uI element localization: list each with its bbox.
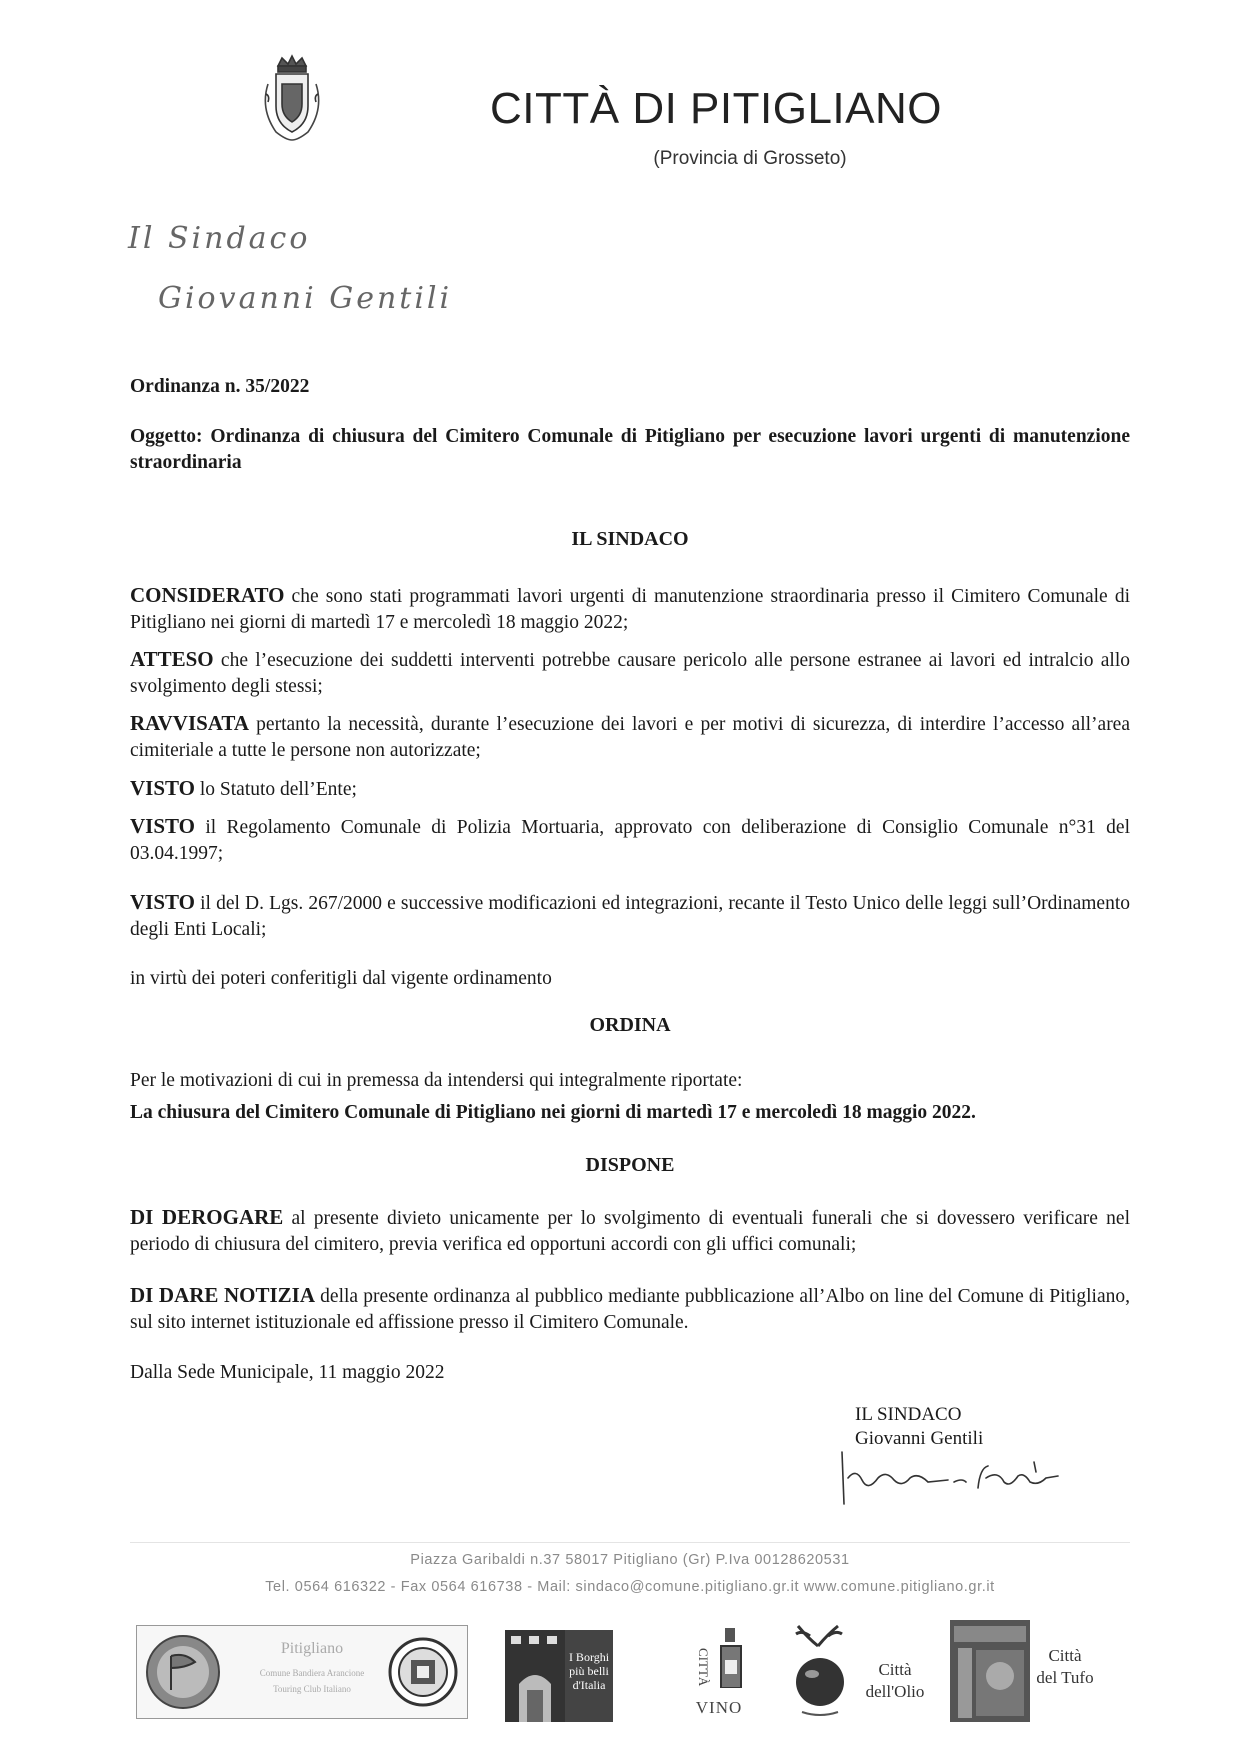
paragraph-lead: VISTO xyxy=(130,776,195,800)
orders-intro: Per le motivazioni di cui in premessa da intendersi qui integralmente riportate: xyxy=(130,1070,743,1091)
logo-citta-vino xyxy=(683,1624,755,1726)
provision-notizia xyxy=(130,1282,1130,1336)
wine-bottle-icon xyxy=(713,1628,749,1688)
paragraph-visto-regolamento xyxy=(130,813,1130,867)
orders-closure: La chiusura del Cimitero Comunale di Pitigliano nei giorni di martedì 17 e mercoledì 18 maggio 2022. xyxy=(130,1102,976,1123)
vino-label: VINO xyxy=(695,1698,743,1717)
paragraph-atteso xyxy=(130,646,1130,700)
provision-text: al presente divieto unicamente per lo svolgimento di eventuali funerali che si dovessero verificare nel periodo di chiusura del cimitero, previa verifica ed opportuni accordi con gli uffici comunali; xyxy=(130,1208,1130,1255)
provision-derogare xyxy=(130,1204,1130,1258)
signature-title: IL SINDACO xyxy=(855,1404,962,1425)
paragraph-considerato xyxy=(130,582,1130,636)
paragraph-ravvisata xyxy=(130,710,1130,764)
province-subtitle: (Provincia di Grosseto) xyxy=(653,148,847,169)
footer-contacts: Tel. 0564 616322 - Fax 0564 616738 - Mail: sindaco@comune.pitigliano.gr.it www.comune.pitigliano.gr.it xyxy=(265,1579,995,1595)
provision-text: della presente ordinanza al pubblico mediante pubblicazione all’Albo on line del Comune di Pitigliano, sul sito internet istituzionale ed affissione presso il Cimitero Comunale. xyxy=(130,1286,1130,1333)
vino-city-label: CITTÀ xyxy=(696,1648,711,1687)
orange-flag-badge-icon xyxy=(143,1632,223,1712)
paragraph-lead: CONSIDERATO xyxy=(130,583,285,607)
handwritten-signature xyxy=(838,1448,1068,1508)
ordinance-subject xyxy=(130,424,1130,476)
heading-ordina: ORDINA xyxy=(589,1014,671,1036)
subject-label: Oggetto: xyxy=(130,426,203,447)
paragraph-text: pertanto la necessità, durante l’esecuzione dei lavori e per motivi di sicurezza, di interdire l’accesso all’area cimiteriale a tutte le persone non autorizzate; xyxy=(130,714,1130,761)
city-title: CITTÀ DI PITIGLIANO xyxy=(490,84,942,133)
mayor-letterhead-signature xyxy=(118,210,458,320)
paragraph-text: il del D. Lgs. 267/2000 e successive modificazioni ed integrazioni, recante il Testo Unico delle leggi sull’Ordinamento degli Enti Locali; xyxy=(130,893,1130,940)
logo-citta-olio xyxy=(788,1620,938,1722)
logo-pitigliano-name: Pitigliano xyxy=(280,1640,344,1657)
borghi-line3: d'Italia xyxy=(572,1678,606,1692)
heading-il-sindaco: IL SINDACO xyxy=(571,528,689,550)
svg-text:Giovanni Gentili: Giovanni Gentili xyxy=(158,281,453,316)
paragraph-lead: VISTO xyxy=(130,890,195,914)
footer-address: Piazza Garibaldi n.37 58017 Pitigliano (Gr) P.Iva 00128620531 xyxy=(410,1552,850,1568)
tower-gate-icon xyxy=(505,1630,565,1722)
logo-pitigliano-sub2: Touring Club Italiano xyxy=(273,1684,351,1694)
borghi-text-panel xyxy=(565,1630,613,1722)
footer-divider xyxy=(130,1542,1130,1543)
provision-lead: DI DEROGARE xyxy=(130,1205,284,1229)
logo-pitigliano-sub1: Comune Bandiera Arancione xyxy=(259,1668,365,1678)
olio-line2: dell'Olio xyxy=(865,1682,925,1701)
date-line: Dalla Sede Municipale, 11 maggio 2022 xyxy=(130,1362,445,1383)
powers-line: in virtù dei poteri conferitigli dal vigente ordinamento xyxy=(130,968,552,989)
paragraph-visto-dlgs xyxy=(130,889,1130,943)
logo-citta-tufo xyxy=(950,1620,1100,1722)
paragraph-text: che l’esecuzione dei suddetti interventi potrebbe causare pericolo alle persone estranee ai lavori ed intralcio allo svolgimento degli stessi; xyxy=(130,650,1130,697)
tufo-photo-icon xyxy=(950,1620,1030,1722)
signature-block xyxy=(855,1403,1055,1451)
olio-line1: Città xyxy=(878,1660,912,1679)
provision-lead: DI DARE NOTIZIA xyxy=(130,1283,315,1307)
touring-club-badge-icon xyxy=(387,1636,459,1708)
tufo-line2: del Tufo xyxy=(1036,1668,1094,1687)
olive-branch-icon xyxy=(788,1620,852,1722)
logo-bandiera-arancione xyxy=(136,1625,468,1719)
paragraph-text: che sono stati programmati lavori urgenti di manutenzione straordinaria presso il Cimitero Comunale di Pitigliano nei giorni di martedì 17 e mercoledì 18 maggio 2022; xyxy=(130,586,1130,633)
paragraph-text: lo Statuto dell’Ente; xyxy=(194,779,357,800)
svg-text:Il Sindaco: Il Sindaco xyxy=(128,221,311,256)
paragraph-lead: ATTESO xyxy=(130,647,214,671)
borghi-line1: I Borghi xyxy=(568,1650,610,1664)
paragraph-visto-statuto xyxy=(130,775,1130,803)
ordinance-number: Ordinanza n. 35/2022 xyxy=(130,376,310,397)
paragraph-text: il Regolamento Comunale di Polizia Mortuaria, approvato con deliberazione di Consiglio Comunale n°31 del 03.04.1997; xyxy=(130,817,1130,864)
paragraph-lead: RAVVISATA xyxy=(130,711,250,735)
borghi-line2: più belli xyxy=(569,1664,609,1678)
tufo-line1: Città xyxy=(1048,1646,1082,1665)
logo-borghi-piu-belli xyxy=(505,1630,613,1722)
signature-name: Giovanni Gentili xyxy=(855,1428,984,1449)
paragraph-lead: VISTO xyxy=(130,814,195,838)
subject-text: Ordinanza di chiusura del Cimitero Comunale di Pitigliano per esecuzione lavori urgenti di manutenzione straordinaria xyxy=(130,426,1130,473)
municipal-crest-icon xyxy=(256,54,328,144)
heading-dispone: DISPONE xyxy=(585,1154,675,1176)
